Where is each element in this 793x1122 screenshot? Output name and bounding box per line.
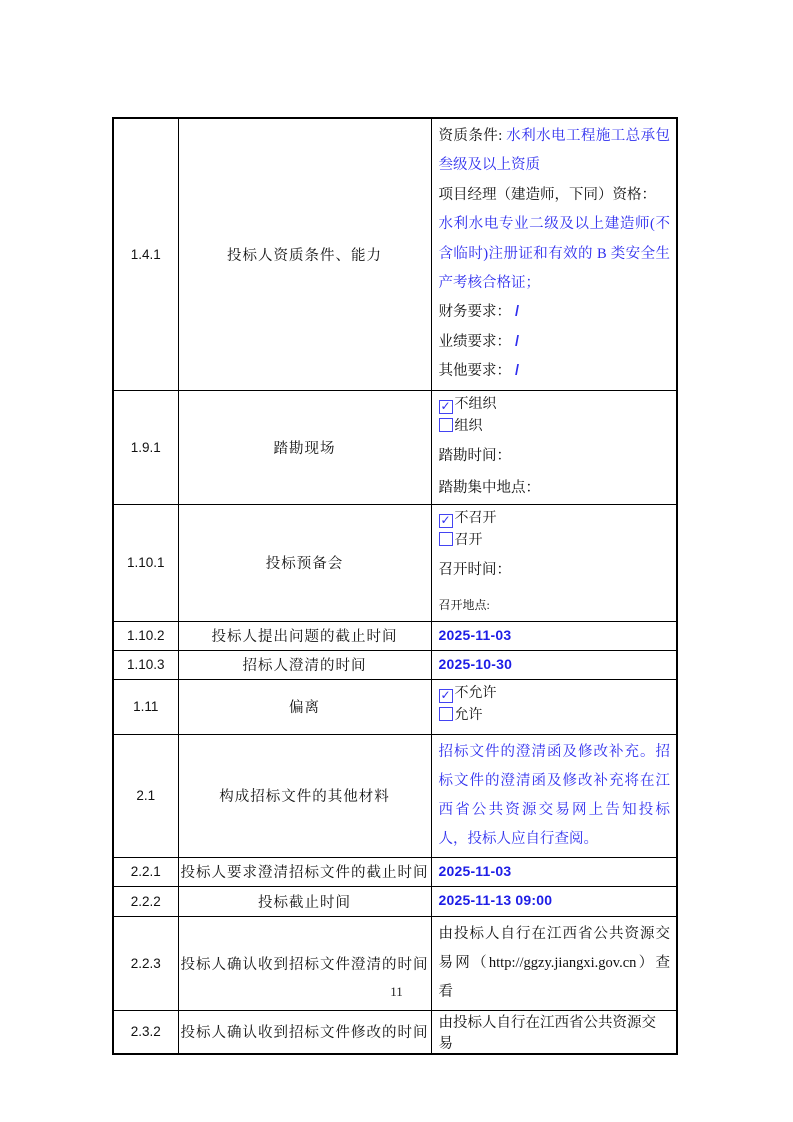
row-id: 1.10.1 [113,504,178,621]
row-id: 1.10.3 [113,650,178,679]
site-visit-cell [431,390,677,504]
table-row [113,118,677,390]
other-materials-text: 招标文件的澄清函及修改补充。招标文件的澄清函及修改补充将在江西省公共资源交易网上告知投标人，投标人应自行查阅。 [438,743,670,847]
confirm-clarification-text: 由投标人自行在江西省公共资源交易网（http://ggzy.jiangxi.gov.cn）查看 [438,925,670,1000]
checkbox-checked-icon: ✓ [440,398,451,413]
option-label: 召开 [454,532,483,548]
row-id: 2.2.2 [113,886,178,916]
project-manager-label: 项目经理（建造师，下同）资格： [438,186,656,203]
row-label: 投标人确认收到招标文件修改的时间 [178,1010,431,1054]
row-label: 投标人提出问题的截止时间 [178,621,431,650]
finance-requirement-label: 财务要求： [438,304,511,321]
row-id: 2.2.3 [113,916,178,1010]
table-row [113,390,677,504]
option-label: 不允许 [454,685,497,701]
table-row [113,679,677,734]
table-row [113,650,677,679]
row-label: 构成招标文件的其他材料 [178,734,431,857]
table-row [113,621,677,650]
checkbox-checked-icon: ✓ [440,512,451,527]
table-row [113,857,677,886]
table-row [113,1010,677,1054]
other-materials-cell [431,734,677,857]
option-not-organize [439,394,671,415]
option-label: 不组织 [454,396,497,412]
visit-time-label: 踏勘时间： [438,447,511,464]
performance-requirement-value: / [515,333,520,350]
table-row [113,734,677,857]
bid-deadline-cell [431,886,677,916]
date-value: 2025-11-03 [438,862,512,879]
row-label: 偏离 [178,679,431,734]
qualification-label: 资质条件: [438,128,507,144]
option-label: 不召开 [454,510,497,526]
deviation-cell [431,679,677,734]
clarification-time-cell [431,650,677,679]
visit-meeting-place-label: 踏勘集中地点： [438,479,540,496]
table-row [113,504,677,621]
question-deadline-cell [431,621,677,650]
option-not-hold [439,508,671,529]
row-label: 投标人要求澄清招标文件的截止时间 [178,857,431,886]
row-id: 1.9.1 [113,390,178,504]
option-label: 允许 [454,707,483,723]
finance-requirement-value: / [515,304,520,321]
pre-bid-meeting-cell [431,504,677,621]
checkbox-unchecked-icon [439,418,453,432]
qualification-value: 水利水电工程施工总承包叁级及以上资质 [438,128,671,174]
clarification-request-deadline-cell [431,857,677,886]
date-value: 2025-11-03 [438,626,512,643]
row-label: 投标截止时间 [178,886,431,916]
meeting-place-label: 召开地点: [438,597,490,612]
row-label: 招标人澄清的时间 [178,650,431,679]
page-number: 11 [390,984,403,999]
checkbox-checked-icon: ✓ [440,687,451,702]
checkbox-unchecked-icon [439,707,453,721]
row-id: 1.11 [113,679,178,734]
row-id: 2.1 [113,734,178,857]
option-allowed [439,705,671,726]
checkbox-unchecked-icon [439,532,453,546]
date-value: 2025-11-13 09:00 [438,892,553,909]
row-id: 2.3.2 [113,1010,178,1054]
other-requirement-value: / [515,363,520,380]
option-not-allowed [439,683,671,704]
other-requirement-label: 其他要求： [438,363,511,380]
option-label: 组织 [454,418,483,434]
table-row [113,886,677,916]
date-value: 2025-10-30 [438,655,513,672]
meeting-time-label: 召开时间： [438,561,511,578]
row-label: 投标人资质条件、能力 [178,118,431,390]
performance-requirement-label: 业绩要求： [438,333,511,350]
option-organize [439,416,671,437]
project-manager-value: 水利水电专业二级及以上建造师(不含临时)注册证和有效的 B 类安全生产考核合格证； [438,216,670,292]
row-id: 1.10.2 [113,621,178,650]
confirm-modification-text: 由投标人自行在江西省公共资源交易 [438,1014,656,1052]
row-label: 踏勘现场 [178,390,431,504]
row-label: 投标人确认收到招标文件澄清的时间 [178,916,431,1010]
confirm-modification-cell [431,1010,677,1054]
qualification-requirements-cell [431,118,677,390]
bid-data-table [112,117,678,1055]
row-id: 1.4.1 [113,118,178,390]
row-id: 2.2.1 [113,857,178,886]
option-hold [439,530,671,551]
row-label: 投标预备会 [178,504,431,621]
